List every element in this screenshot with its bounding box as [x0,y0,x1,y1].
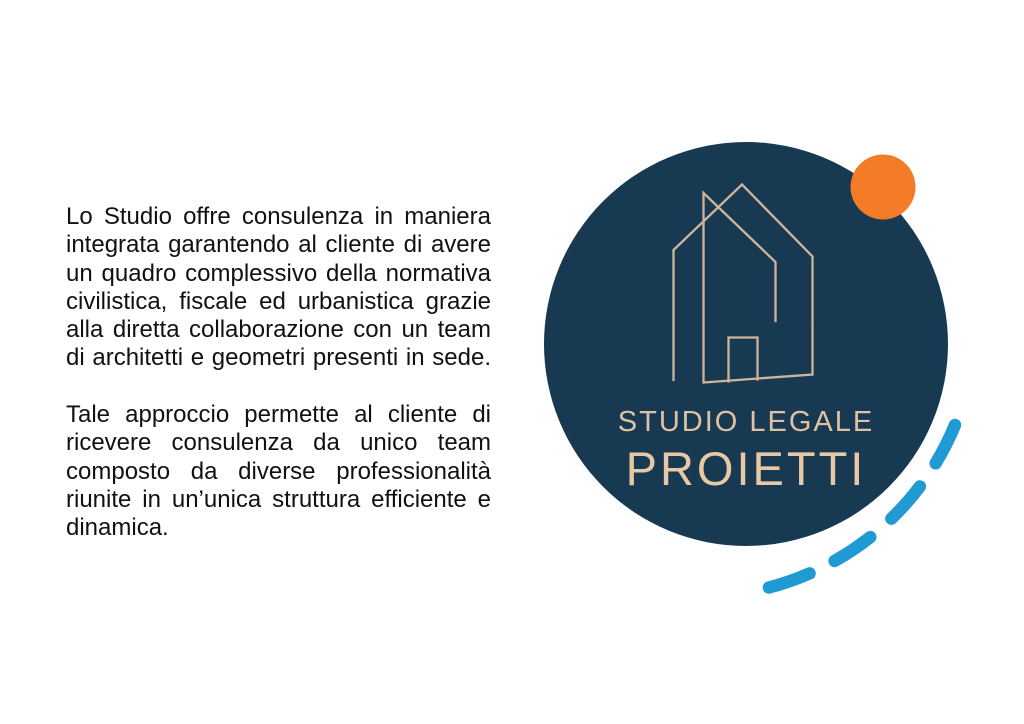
logo-name: PROIETTI [625,442,867,495]
body-line: un quadro complessivo della normativa [66,259,491,287]
intro-text [66,203,491,543]
body-line: composto da diverse professionalità [66,457,491,485]
body-line: riunite in un’unica struttura efficiente e [66,485,491,513]
body-line: civilistica, fiscale ed urbanistica grazie [66,287,491,315]
paragraph-1 [66,203,491,373]
body-line: di architetti e geometri presenti in sede. [66,344,491,372]
body-line: alla diretta collaborazione con un team [66,316,491,344]
body-line: integrata garantendo al cliente di avere [66,231,491,259]
logo-title: STUDIO LEGALE [617,406,875,438]
body-line: ricevere consulenza da unico team [66,429,491,457]
body-line: Tale approccio permette al cliente di [66,401,491,429]
body-line: Lo Studio offre consulenza in maniera [66,203,491,230]
accent-dot [851,155,916,220]
body-line: dinamica. [66,514,169,542]
paragraph-2 [66,401,491,542]
